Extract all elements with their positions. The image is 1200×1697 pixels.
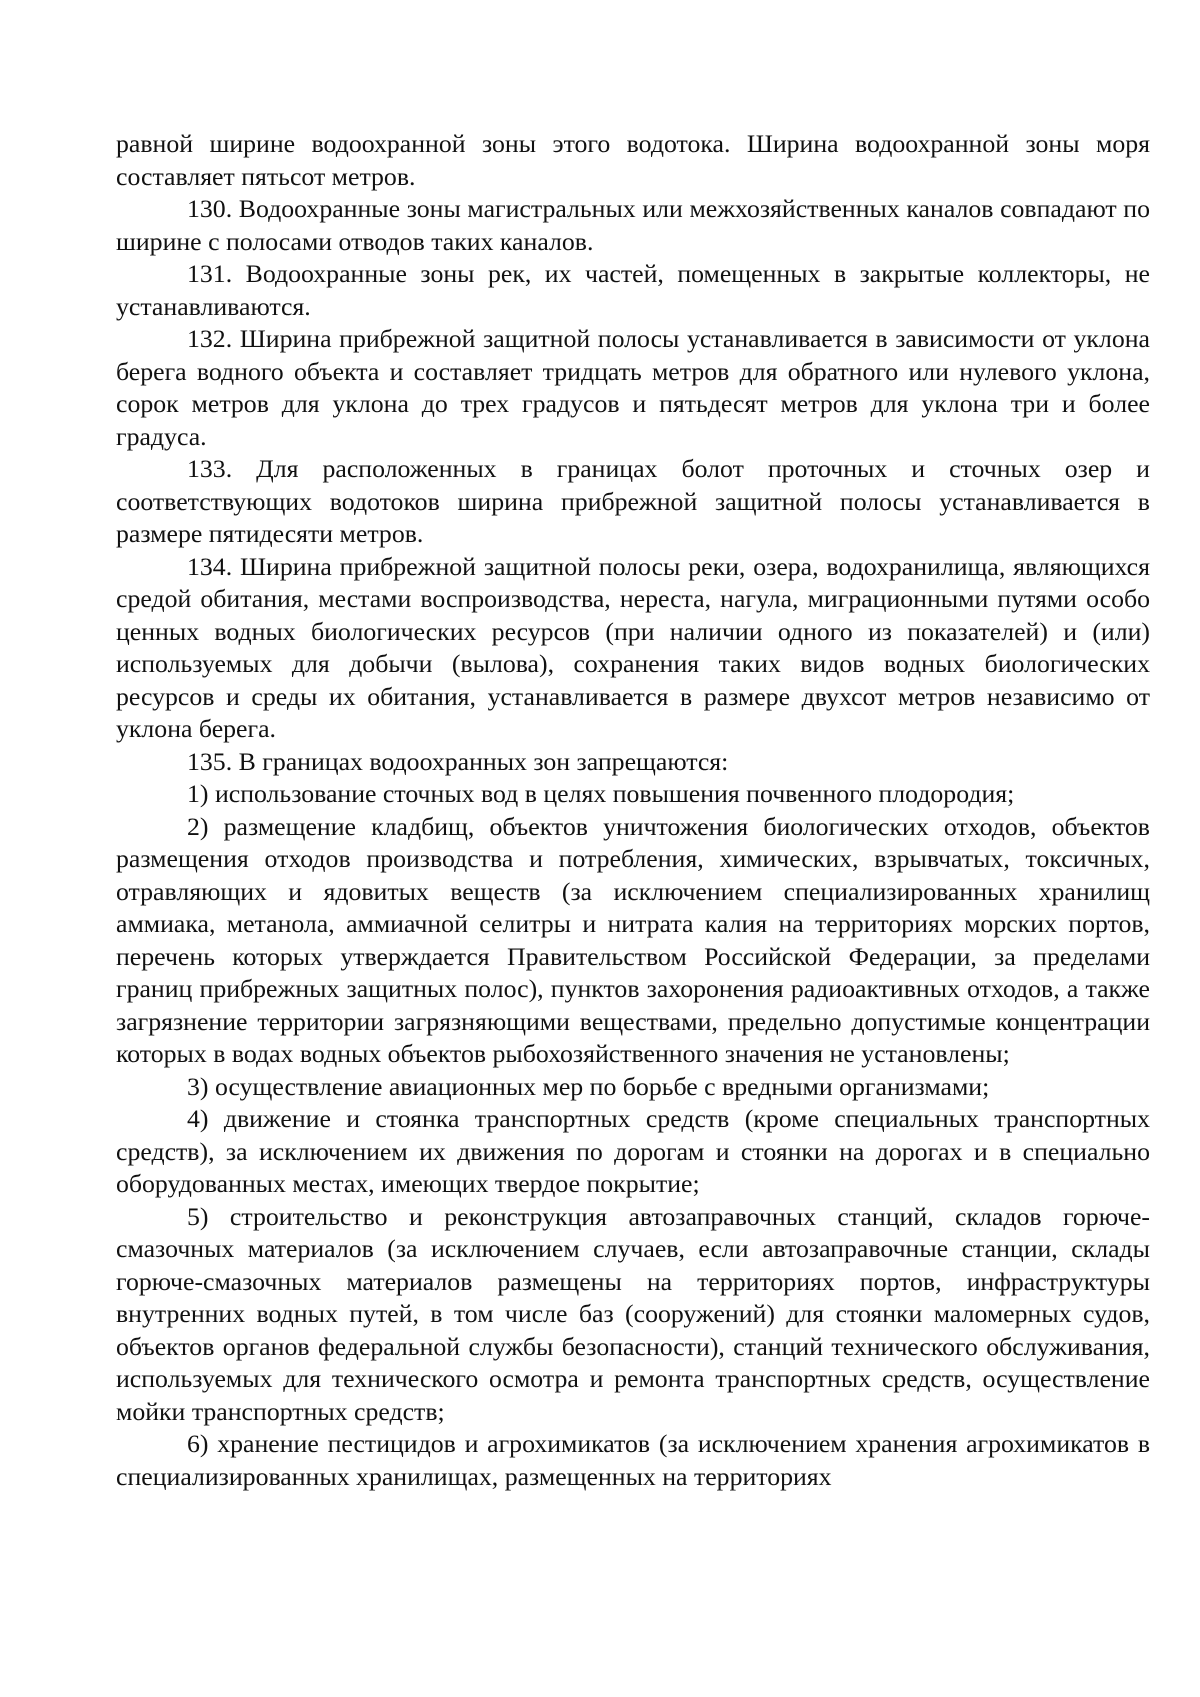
list-item-1: 1) использование сточных вод в целях повышения почвенного плодородия; (187, 779, 1015, 808)
list-item-2: 2) размещение кладбищ, объектов уничтожения биологических отходов, объектов размещения отходов производства и потребления, химических, взрывчатых, токсичных, отравляющих и ядовитых веществ (за исключением специализированных хранилищ аммиака, метанола, аммиачной селитры и нитрата калия на территориях морских портов, перечень которых утверждается Правительством Российской Федерации, за пределами границ прибрежных защитных полос), пунктов захоронения радиоактивных отходов, а также загрязнение территории загрязняющими веществами, предельно допустимые концентрации которых в водах водных объектов рыбохозяйственного значения не установлены; (116, 811, 1150, 1068)
paragraph-135: 135. В границах водоохранных зон запрещаются: (187, 746, 729, 776)
list-item-6: 6) хранение пестицидов и агрохимикатов (за исключением хранения агрохимикатов в специализированных хранилищах, размещенных на территориях (116, 1429, 1150, 1491)
paragraph-133: 133. Для расположенных в границах болот проточных и сточных озер и соответствующих водотоков ширина прибрежной защитной полосы устанавливается в размере пятидесяти метров. (116, 454, 1150, 548)
paragraph-134: 134. Ширина прибрежной защитной полосы реки, озера, водохранилища, являющихся средой обитания, местами воспроизводства, нереста, нагула, миграционными путями особо ценных водных биологических ресурсов (при наличии одного из показателей) и (или) используемых для добычи (вылова), сохранения таких видов водных биологических ресурсов и среды их обитания, устанавливается в размере двухсот метров независимо от уклона берега. (116, 551, 1150, 743)
paragraph-continuation: равной ширине водоохранной зоны этого водотока. Ширина водоохранной зоны моря составляет пятьсот метров. (116, 129, 1150, 191)
list-item-5: 5) строительство и реконструкция автозаправочных станций, складов горюче-смазочных материалов (за исключением случаев, если автозаправочные станции, склады горюче-смазочных материалов размещены на территориях портов, инфраструктуры внутренних водных путей, в том числе баз (сооружений) для стоянки маломерных судов, объектов органов федеральной службы безопасности), станций технического обслуживания, используемых для технического осмотра и ремонта транспортных средств, осуществление мойки транспортных средств; (116, 1201, 1150, 1426)
paragraph-131: 131. Водоохранные зоны рек, их частей, помещенных в закрытые коллекторы, не устанавливаются. (116, 259, 1150, 321)
document-body (116, 128, 1150, 1493)
list-item-3: 3) осуществление авиационных мер по борьбе с вредными организмами; (187, 1071, 990, 1101)
list-item-4: 4) движение и стоянка транспортных средств (кроме специальных транспортных средств), за исключением их движения по дорогам и стоянки на дорогах и в специально оборудованных местах, имеющих твердое покрытие; (116, 1104, 1150, 1198)
paragraph-130: 130. Водоохранные зоны магистральных или межхозяйственных каналов совпадают по ширине с полосами отводов таких каналов. (116, 194, 1150, 256)
paragraph-132: 132. Ширина прибрежной защитной полосы устанавливается в зависимости от уклона берега водного объекта и составляет тридцать метров для обратного или нулевого уклона, сорок метров для уклона до трех градусов и пятьдесят метров для уклона три и более градуса. (116, 324, 1150, 451)
